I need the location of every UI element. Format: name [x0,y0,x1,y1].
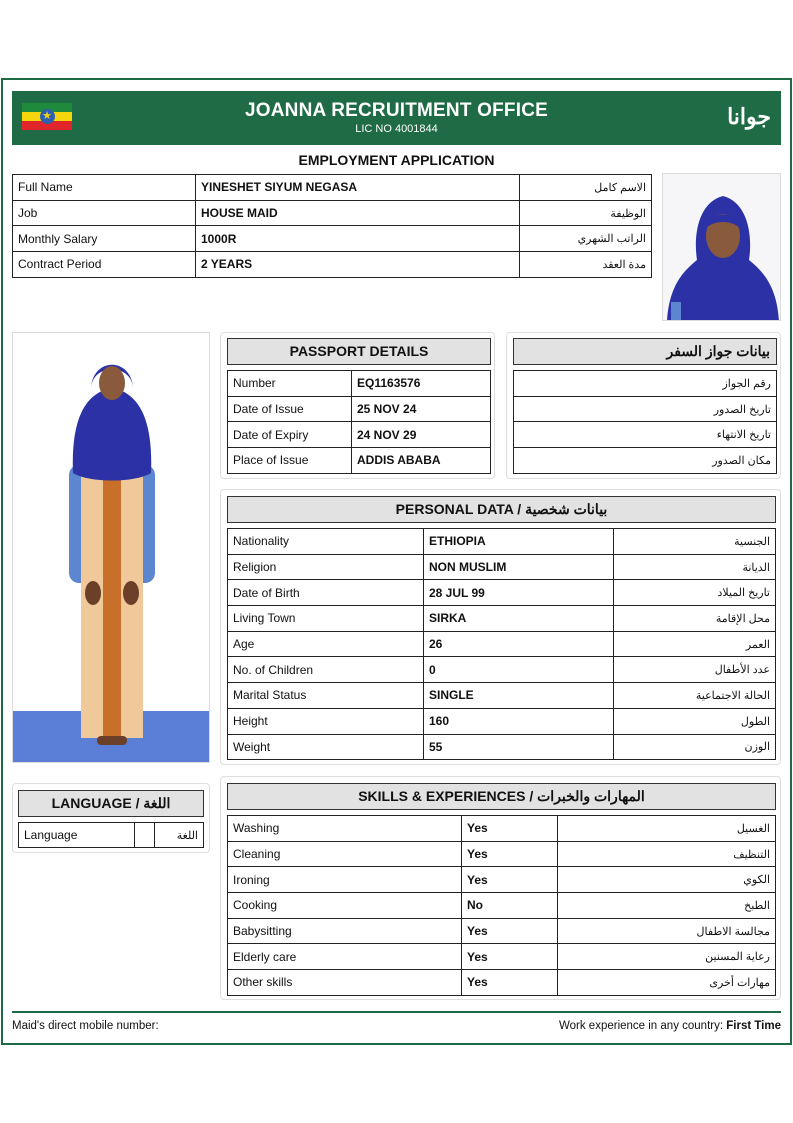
arabic-label-cell: الطبخ [558,893,776,919]
form-title: EMPLOYMENT APPLICATION [298,152,495,168]
label-cell: Marital Status [228,683,424,709]
label-cell: Washing [228,816,462,842]
passport-details-arabic-heading: بيانات جواز السفر [513,338,777,365]
arabic-label-cell: محل الإقامة [614,606,776,632]
personal-data-table [227,528,776,760]
mobile-number-field [12,1020,159,1032]
label-cell: Babysitting [228,918,462,944]
value-cell: 0 [424,657,614,683]
value-cell: Yes [462,867,558,893]
label-cell: Height [228,708,424,734]
value-cell: ETHIOPIA [424,529,614,555]
value-cell: 24 NOV 29 [352,422,491,448]
license-number: LIC NO 4001844 [355,123,438,135]
table-row [228,606,776,632]
value-cell: SINGLE [424,683,614,709]
table-row [228,554,776,580]
table-row [228,734,776,760]
value-cell: Yes [462,944,558,970]
value-cell: 1000R [196,226,520,252]
skills-panel [220,776,781,1000]
value-cell: ADDIS ABABA [352,448,491,474]
table-row [228,657,776,683]
label-cell: Full Name [13,175,196,201]
value-cell: Yes [462,841,558,867]
arabic-label-cell: الديانة [614,554,776,580]
arabic-label-cell: الطول [614,708,776,734]
mobile-number-label: Maid's direct mobile number: [12,1020,159,1032]
table-row [228,893,776,919]
table-row [228,816,776,842]
table-row [228,867,776,893]
label-cell: Contract Period [13,252,196,278]
table-row [228,918,776,944]
label-cell: Living Town [228,606,424,632]
value-cell: SIRKA [424,606,614,632]
label-cell: Other skills [228,970,462,996]
table-row [13,226,652,252]
arabic-label-cell: تاريخ الميلاد [614,580,776,606]
arabic-label-cell: اللغة [155,823,204,848]
label-cell: Cooking [228,893,462,919]
footer-divider [12,1011,781,1013]
arabic-label-cell: الوزن [614,734,776,760]
label-cell: Number [228,371,352,397]
table-row [228,371,491,397]
table-row [228,944,776,970]
arabic-label-cell: مجالسة الاطفال [558,918,776,944]
arabic-label-cell: مكان الصدور [514,448,777,474]
arabic-label-cell: الاسم كامل [520,175,652,201]
value-cell: HOUSE MAID [196,200,520,226]
label-cell: Date of Issue [228,396,352,422]
table-row [228,683,776,709]
star-emblem-icon: ★ [40,109,55,124]
arabic-label-cell: الوظيفة [520,200,652,226]
label-cell: Nationality [228,529,424,555]
header-banner [12,91,781,145]
value-cell: 25 NOV 24 [352,396,491,422]
value-cell: NON MUSLIM [424,554,614,580]
arabic-label-cell: الغسيل [558,816,776,842]
label-cell: Weight [228,734,424,760]
personal-data-panel [220,489,781,765]
language-panel [12,783,210,853]
table-row [13,175,652,201]
label-cell: Monthly Salary [13,226,196,252]
arabic-label-cell: مدة العقد [520,252,652,278]
label-cell: Date of Birth [228,580,424,606]
value-cell: 28 JUL 99 [424,580,614,606]
passport-table [227,370,491,474]
value-cell: 26 [424,631,614,657]
office-title: JOANNA RECRUITMENT OFFICE [244,100,549,121]
language-table [18,822,204,848]
work-experience-label: Work experience in any country: [558,1020,724,1032]
value-cell: Yes [462,816,558,842]
value-cell: Yes [462,918,558,944]
label-cell: Job [13,200,196,226]
arabic-label-cell: تاريخ الانتهاء [514,422,777,448]
office-title-arabic: جوانا [727,104,771,129]
arabic-label-cell: الحالة الاجتماعية [614,683,776,709]
label-cell: Language [19,823,135,848]
value-cell: YINESHET SIYUM NEGASA [196,175,520,201]
table-row [514,448,777,474]
label-cell: Age [228,631,424,657]
arabic-label-cell: عدد الأطفال [614,657,776,683]
table-row [13,200,652,226]
label-cell: Place of Issue [228,448,352,474]
arabic-label-cell: رقم الجواز [514,371,777,397]
arabic-label-cell: الكوي [558,867,776,893]
skills-table [227,815,776,996]
value-cell: 55 [424,734,614,760]
table-row [228,580,776,606]
table-row [228,708,776,734]
arabic-label-cell: تاريخ الصدور [514,396,777,422]
table-row [228,396,491,422]
table-row [514,422,777,448]
value-cell: 160 [424,708,614,734]
full-body-photo [12,332,210,763]
work-experience-value: First Time [726,1020,781,1032]
value-cell: 2 YEARS [196,252,520,278]
passport-details-heading: PASSPORT DETAILS [227,338,491,365]
skills-heading: SKILLS & EXPERIENCES / المهارات والخبرات [227,783,776,810]
arabic-label-cell: العمر [614,631,776,657]
value-cell: EQ1163576 [352,371,491,397]
arabic-label-cell: الراتب الشهري [520,226,652,252]
table-row [13,252,652,278]
value-cell: Yes [462,970,558,996]
language-heading: LANGUAGE / اللغة [18,790,204,817]
table-row [228,448,491,474]
arabic-label-cell: رعاية المسنين [558,944,776,970]
work-experience-field [559,1020,781,1032]
label-cell: Elderly care [228,944,462,970]
label-cell: Date of Expiry [228,422,352,448]
table-row [228,529,776,555]
arabic-label-cell: مهارات أخرى [558,970,776,996]
passport-details-arabic-panel [506,332,781,479]
value-cell [135,823,155,848]
arabic-label-cell: التنظيف [558,841,776,867]
passport-details-panel [220,332,495,479]
table-row [514,396,777,422]
table-row [228,422,491,448]
passport-arabic-table [513,370,777,474]
table-row [228,631,776,657]
label-cell: Cleaning [228,841,462,867]
label-cell: Ironing [228,867,462,893]
label-cell: Religion [228,554,424,580]
personal-data-heading: PERSONAL DATA / بيانات شخصية [227,496,776,523]
table-row [228,970,776,996]
portrait-photo [662,173,781,321]
table-row [514,371,777,397]
table-row [19,823,204,848]
arabic-label-cell: الجنسية [614,529,776,555]
label-cell: No. of Children [228,657,424,683]
table-row [228,841,776,867]
basic-info-table [12,174,652,278]
value-cell: No [462,893,558,919]
